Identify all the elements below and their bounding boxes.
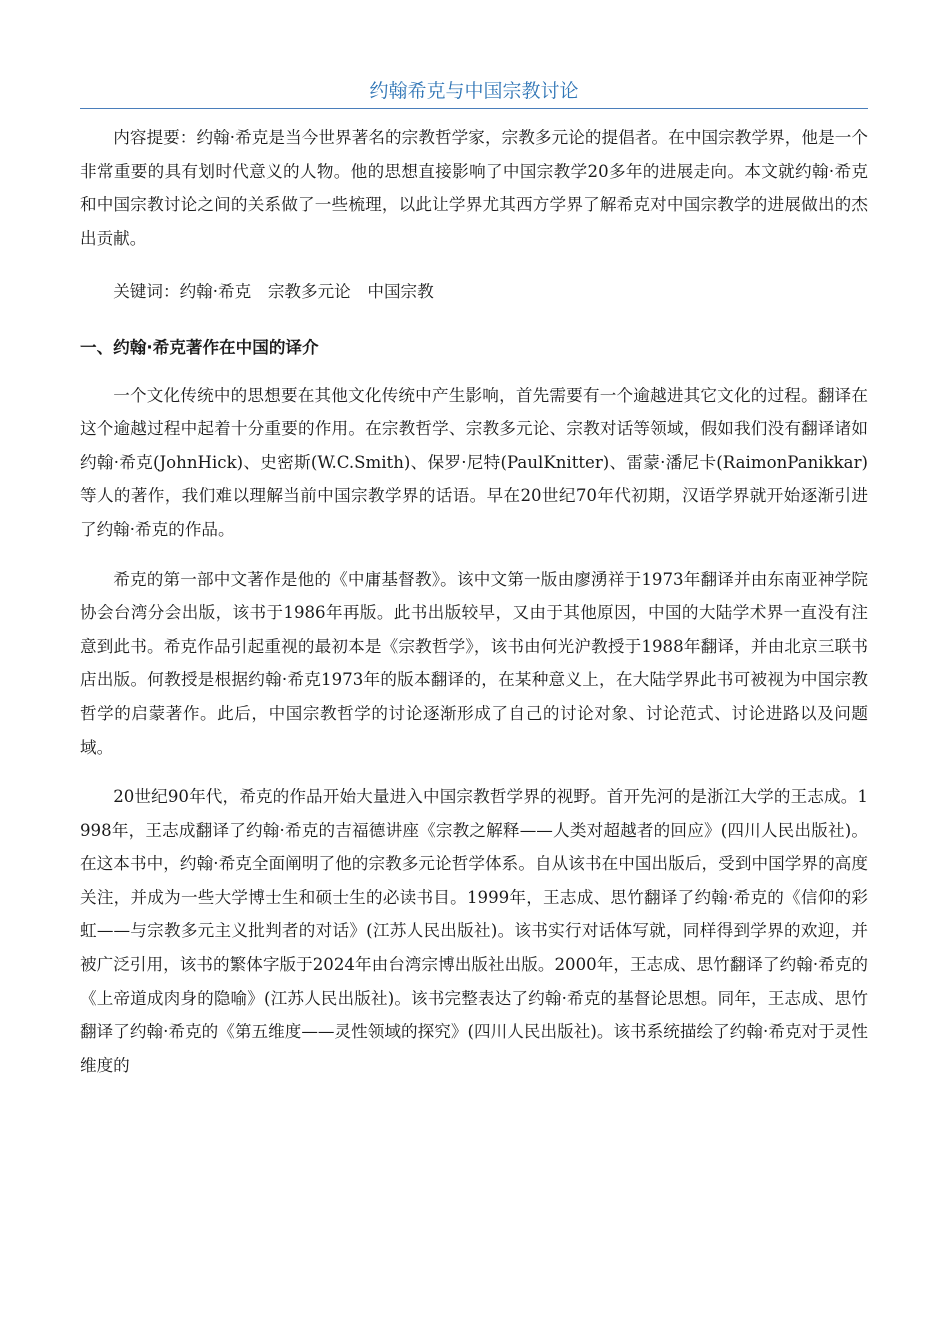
keywords-label: 关键词： xyxy=(113,282,180,302)
keywords-line xyxy=(80,275,868,309)
document-page xyxy=(80,76,868,1082)
keyword-item: 中国宗教 xyxy=(367,282,434,302)
keyword-item: 宗教多元论 xyxy=(267,282,351,302)
document-title: 约翰希克与中国宗教讨论 xyxy=(369,80,579,102)
abstract-paragraph: 内容提要：约翰·希克是当今世界著名的宗教哲学家，宗教多元论的提倡者。在中国宗教学界，他是一个非常重要的具有划时代意义的人物。他的思想直接影响了中国宗教学20多年的进展走向。本文就约翰·希克和中国宗教讨论之间的关系做了一些梳理，以此让学界尤其西方学界了解希克对中国宗教学的进展做出的杰出贡献。 xyxy=(80,128,868,248)
title-underline xyxy=(80,108,868,109)
body-paragraph: 希克的第一部中文著作是他的《中庸基督教》。该中文第一版由廖湧祥于1973年翻译并由东南亚神学院协会台湾分会出版，该书于1986年再版。此书出版较早，又由于其他原因，中国的大陆学术界一直没有注意到此书。希克作品引起重视的最初本是《宗教哲学》，该书由何光沪教授于1988年翻译，并由北京三联书店出版。何教授是根据约翰·希克1973年的版本翻译的，在某种意义上，在大陆学界此书可被视为中国宗教哲学的启蒙著作。此后，中国宗教哲学的讨论逐渐形成了自己的讨论对象、讨论范式、讨论进路以及问题域。 xyxy=(80,569,868,757)
keyword-item: 约翰·希克 xyxy=(179,282,252,302)
body-paragraph: 20世纪90年代，希克的作品开始大量进入中国宗教哲学界的视野。首开先河的是浙江大学的王志成。1998年，王志成翻译了约翰·希克的吉福德讲座《宗教之解释——人类对超越者的回应》(四川人民出版社)。在这本书中，约翰·希克全面阐明了他的宗教多元论哲学体系。自从该书在中国出版后，受到中国学界的高度关注，并成为一些大学博士生和硕士生的必读书目。1999年，王志成、思竹翻译了约翰·希克的《信仰的彩虹——与宗教多元主义批判者的对话》(江苏人民出版社)。该书实行对话体写就，同样得到学界的欢迎，并被广泛引用，该书的繁体字版于2024年由台湾宗博出版社出版。2000年，王志成、思竹翻译了约翰·希克的《上帝道成肉身的隐喻》(江苏人民出版社)。该书完整表达了约翰·希克的基督论思想。同年，王志成、思竹翻译了约翰·希克的《第五维度——灵性领域的探究》(四川人民出版社)。该书系统描绘了约翰·希克对于灵性维度的 xyxy=(80,787,868,1075)
body-paragraph: 一个文化传统中的思想要在其他文化传统中产生影响，首先需要有一个逾越进其它文化的过程。翻译在这个逾越过程中起着十分重要的作用。在宗教哲学、宗教多元论、宗教对话等领域，假如我们没有翻译诸如约翰·希克(JohnHick)、史密斯(W.C.Smith)、保罗·尼特(PaulKnitter)、雷蒙·潘尼卡(RaimonPanikkar)等人的著作，我们难以理解当前中国宗教学界的话语。早在20世纪70年代初期，汉语学界就开始逐渐引进了约翰·希克的作品。 xyxy=(80,385,868,539)
section-heading: 一、约翰·希克著作在中国的译介 xyxy=(80,337,319,357)
